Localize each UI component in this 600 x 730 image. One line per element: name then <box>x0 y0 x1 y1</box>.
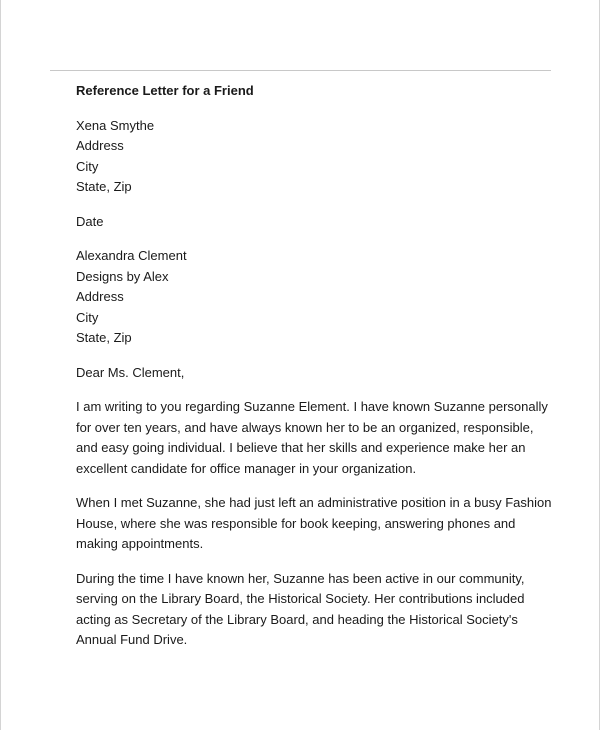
paragraph-line: serving on the Library Board, the Historical Society. Her contributions included <box>76 591 525 606</box>
letter-date <box>76 212 536 233</box>
paragraph-line: Annual Fund Drive. <box>76 632 188 647</box>
sender-state-zip: State, Zip <box>76 179 132 194</box>
page-left-border <box>0 0 1 730</box>
sender-name: Xena Smythe <box>76 117 155 133</box>
paragraph-line: When I met Suzanne, she had just left an administrative position in a busy Fashion <box>76 495 552 510</box>
paragraph-line: I am writing to you regarding Suzanne Element. I have known Suzanne personally <box>76 399 548 414</box>
paragraph-3 <box>76 569 536 651</box>
paragraph-line: excellent candidate for office manager in your organization. <box>76 460 417 476</box>
date-text: Date <box>76 213 104 229</box>
recipient-address <box>76 246 536 349</box>
recipient-city: City <box>76 309 99 325</box>
sender-address-line: Address <box>76 138 124 153</box>
letter-title: Reference Letter for a Friend <box>76 83 254 98</box>
recipient-name: Alexandra Clement <box>76 248 187 263</box>
paragraph-line: During the time I have known her, Suzanne has been active in our community, <box>76 570 525 586</box>
recipient-state-zip: State, Zip <box>76 330 132 345</box>
recipient-company: Designs by Alex <box>76 268 169 284</box>
letter-body <box>76 81 552 665</box>
paragraph-line: making appointments. <box>76 536 204 551</box>
salutation <box>76 363 536 384</box>
paragraph-line: for over ten years, and have always known her to be an organized, responsible, <box>76 419 534 435</box>
sender-city: City <box>76 158 99 174</box>
paragraph-1 <box>76 397 548 479</box>
paragraph-2 <box>76 493 552 555</box>
paragraph-line: House, where she was responsible for book keeping, answering phones and <box>76 515 516 531</box>
paragraph-line: and easy going individual. I believe that her skills and experience make her an <box>76 440 526 455</box>
header-rule <box>50 70 551 71</box>
recipient-address-line: Address <box>76 289 124 304</box>
salutation-text: Dear Ms. Clement, <box>76 364 185 380</box>
paragraph-line: acting as Secretary of the Library Board, and heading the Historical Society's <box>76 611 518 627</box>
sender-address <box>76 116 536 198</box>
